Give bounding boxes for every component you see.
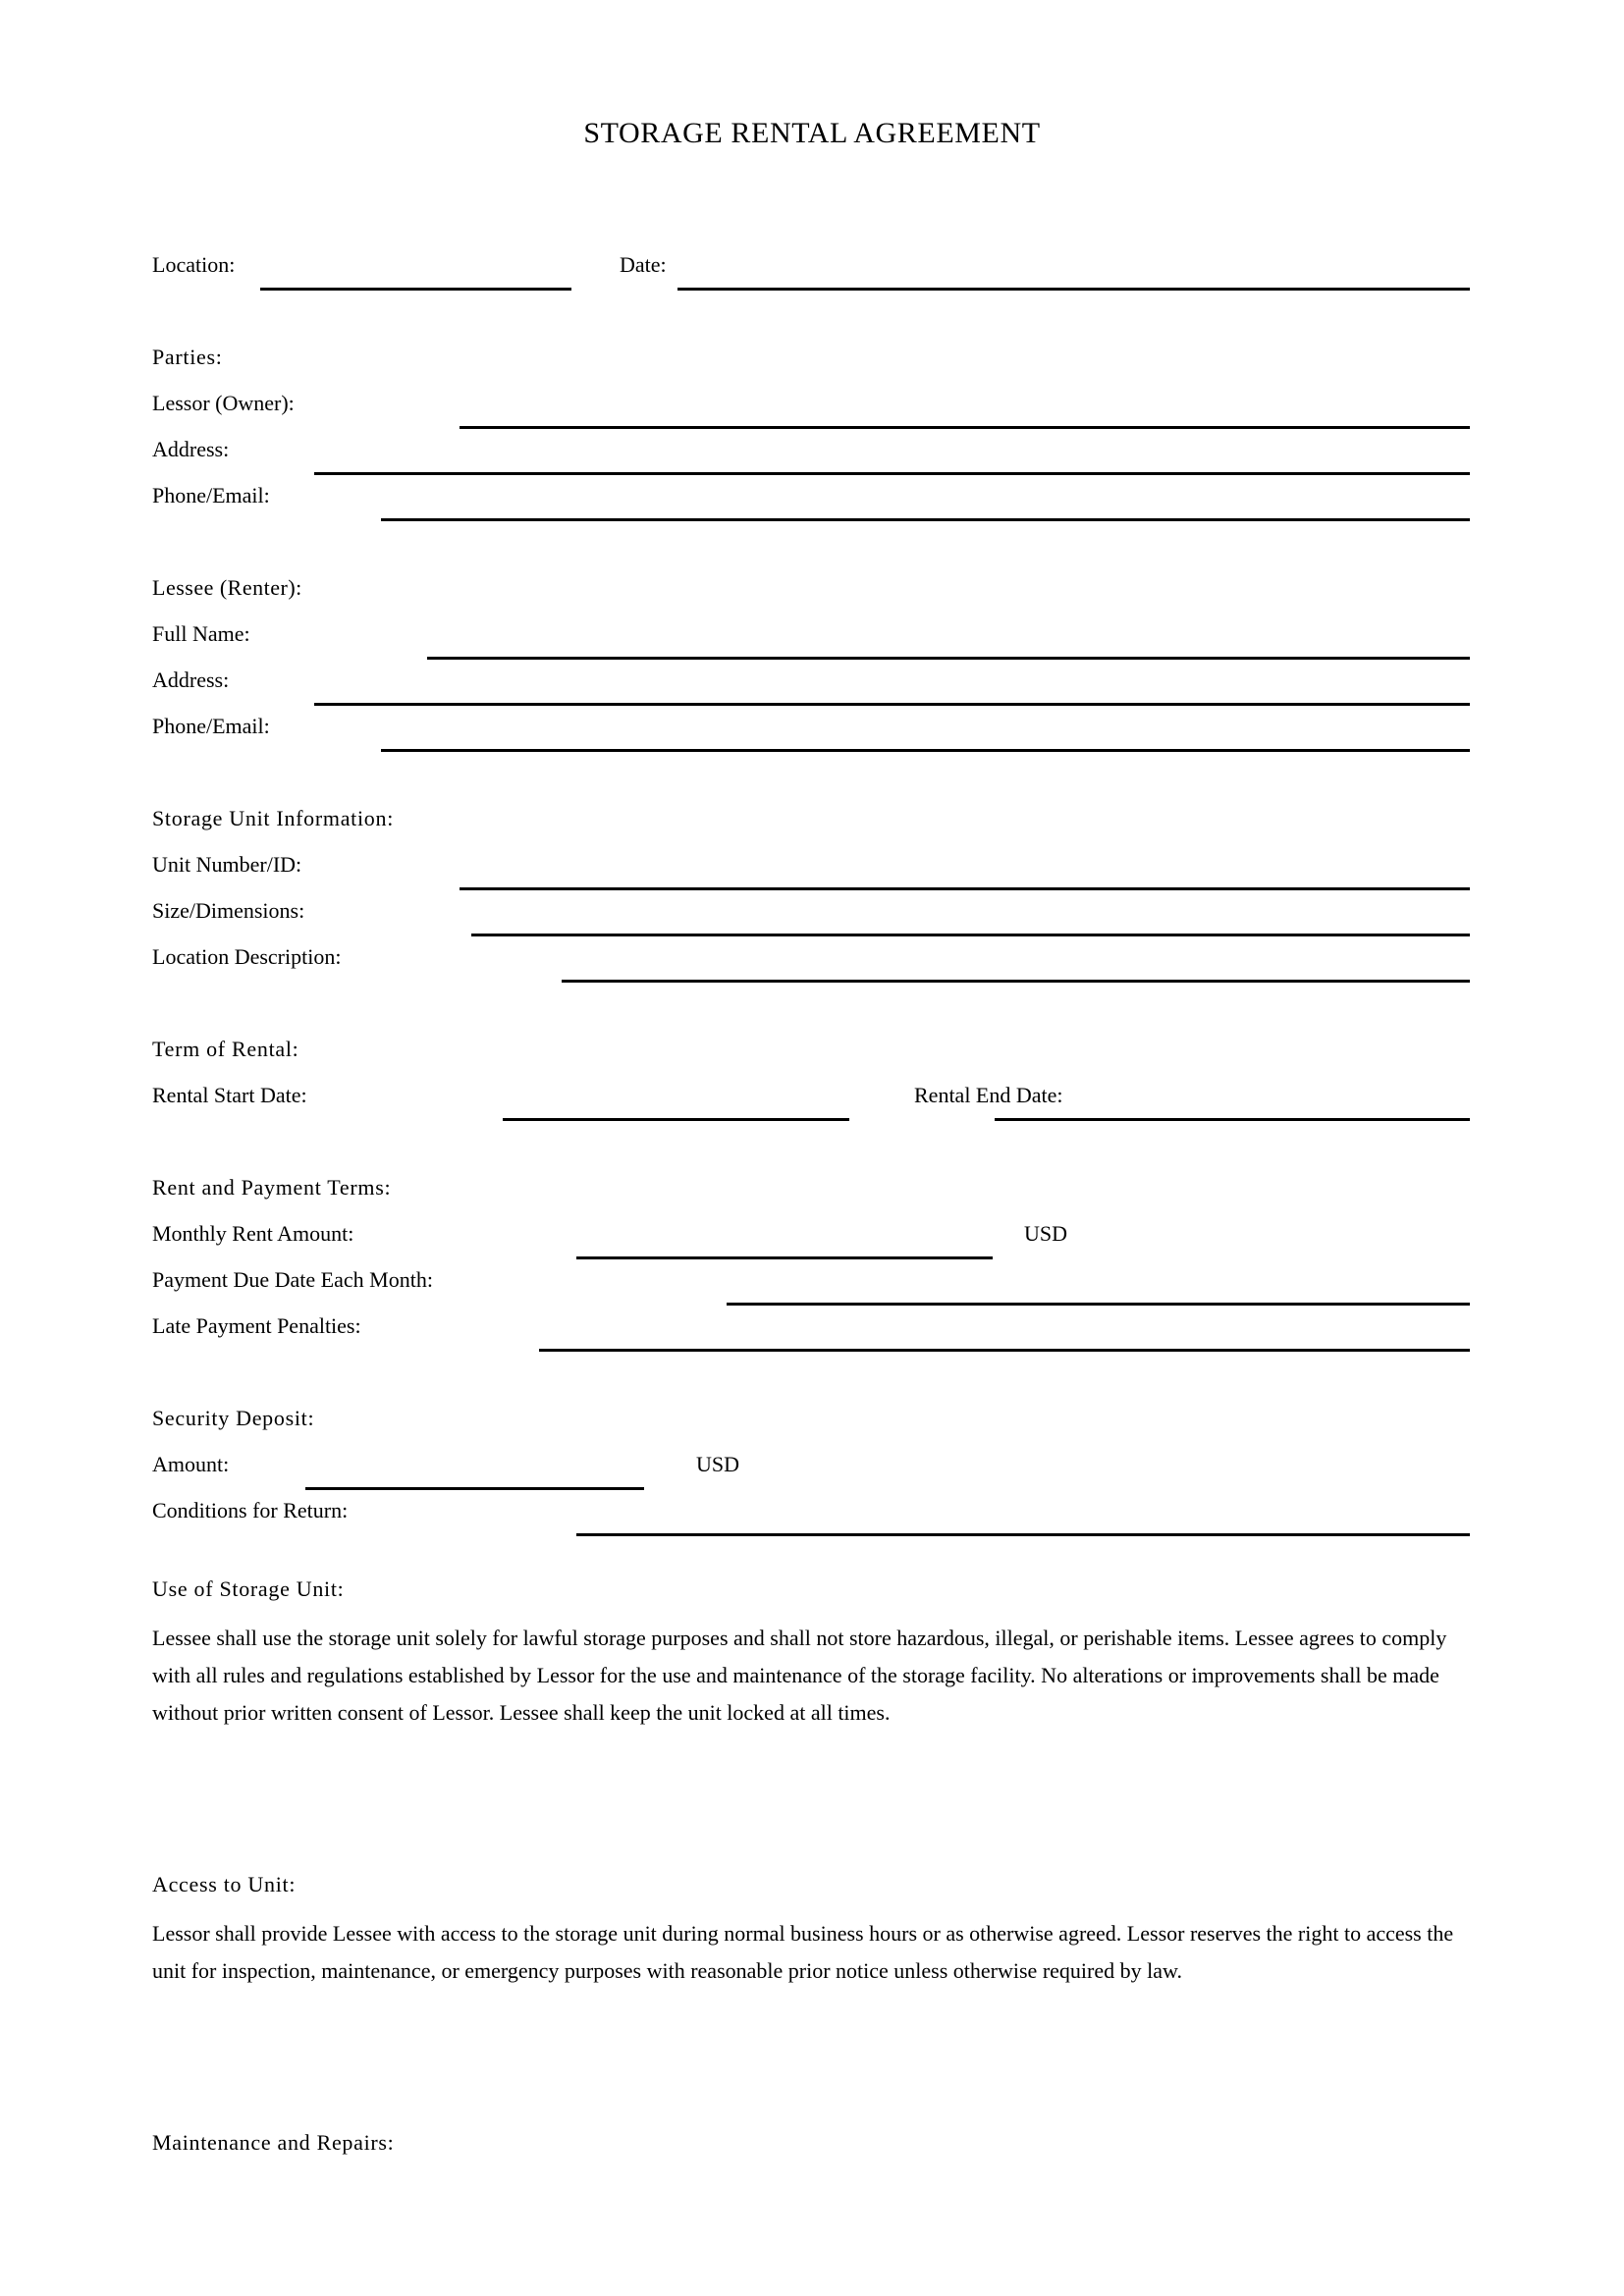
unit-number-label: Unit Number/ID:: [152, 852, 302, 877]
rental-start-date-label: Rental Start Date:: [152, 1083, 307, 1107]
lessee-full-name-input-rule[interactable]: [427, 657, 1470, 660]
location-description-label: Location Description:: [152, 944, 342, 969]
unit-number-input-rule[interactable]: [460, 887, 1470, 890]
access-to-unit-heading: Access to Unit:: [152, 1872, 297, 1896]
lessor-address-input-rule[interactable]: [314, 472, 1470, 475]
location-input-rule[interactable]: [260, 288, 571, 291]
lessee-full-name-label: Full Name:: [152, 621, 250, 646]
term-of-rental-heading: Term of Rental:: [152, 1037, 299, 1061]
rental-end-date-input-rule[interactable]: [995, 1118, 1470, 1121]
lessor-address-label: Address:: [152, 437, 230, 461]
rent-and-payment-terms-heading: Rent and Payment Terms:: [152, 1175, 392, 1200]
storage-unit-information-heading: Storage Unit Information:: [152, 806, 395, 830]
lessee-renter-label: Lessee (Renter):: [152, 575, 302, 600]
location-label: Location:: [152, 252, 236, 277]
late-payment-penalties-input-rule[interactable]: [539, 1349, 1470, 1352]
payment-due-date-label: Payment Due Date Each Month:: [152, 1267, 433, 1292]
conditions-for-return-input-rule[interactable]: [576, 1533, 1470, 1536]
access-to-unit-body: Lessor shall provide Lessee with access to the storage unit during normal business hours or as otherwise agreed. Lessor reserves the right to access the unit for inspection, maintenance, or emergency purposes with reasonable prior notice unless otherwise required by law.: [152, 1921, 1454, 1983]
location-description-input-rule[interactable]: [562, 980, 1470, 983]
maintenance-and-repairs-heading: Maintenance and Repairs:: [152, 2130, 395, 2155]
size-dimensions-label: Size/Dimensions:: [152, 898, 305, 923]
date-label: Date:: [620, 252, 667, 277]
payment-due-date-input-rule[interactable]: [727, 1303, 1470, 1306]
page-title: STORAGE RENTAL AGREEMENT: [583, 117, 1041, 149]
parties-heading: Parties:: [152, 345, 223, 369]
use-of-storage-unit-body: Lessee shall use the storage unit solely for lawful storage purposes and shall not store hazardous, illegal, or perishable items. Lessee agrees to comply with all rules and regulations established by Lessor for the use and maintenance of the storage facility. No alterations or improvements shall be made without prior written consent of Lessor. Lessee shall keep the unit locked at all times.: [152, 1626, 1447, 1725]
monthly-rent-currency-label: USD: [1024, 1221, 1068, 1246]
use-of-storage-unit-heading: Use of Storage Unit:: [152, 1576, 345, 1601]
monthly-rent-amount-label: Monthly Rent Amount:: [152, 1221, 354, 1246]
lessor-phone-email-label: Phone/Email:: [152, 483, 270, 507]
size-dimensions-input-rule[interactable]: [471, 934, 1470, 936]
lessor-owner-label: Lessor (Owner):: [152, 391, 295, 415]
security-deposit-amount-input-rule[interactable]: [305, 1487, 644, 1490]
lessee-phone-email-label: Phone/Email:: [152, 714, 270, 738]
rental-start-date-input-rule[interactable]: [503, 1118, 849, 1121]
security-deposit-amount-label: Amount:: [152, 1452, 230, 1476]
lessee-address-input-rule[interactable]: [314, 703, 1470, 706]
monthly-rent-amount-input-rule[interactable]: [576, 1256, 993, 1259]
conditions-for-return-label: Conditions for Return:: [152, 1498, 349, 1522]
security-deposit-heading: Security Deposit:: [152, 1406, 315, 1430]
date-input-rule[interactable]: [677, 288, 1470, 291]
security-deposit-currency-label: USD: [696, 1452, 740, 1476]
lessee-address-label: Address:: [152, 667, 230, 692]
lessee-phone-email-input-rule[interactable]: [381, 749, 1470, 752]
rental-end-date-label: Rental End Date:: [914, 1083, 1063, 1107]
late-payment-penalties-label: Late Payment Penalties:: [152, 1313, 361, 1338]
lessor-phone-email-input-rule[interactable]: [381, 518, 1470, 521]
lessor-name-input-rule[interactable]: [460, 426, 1470, 429]
